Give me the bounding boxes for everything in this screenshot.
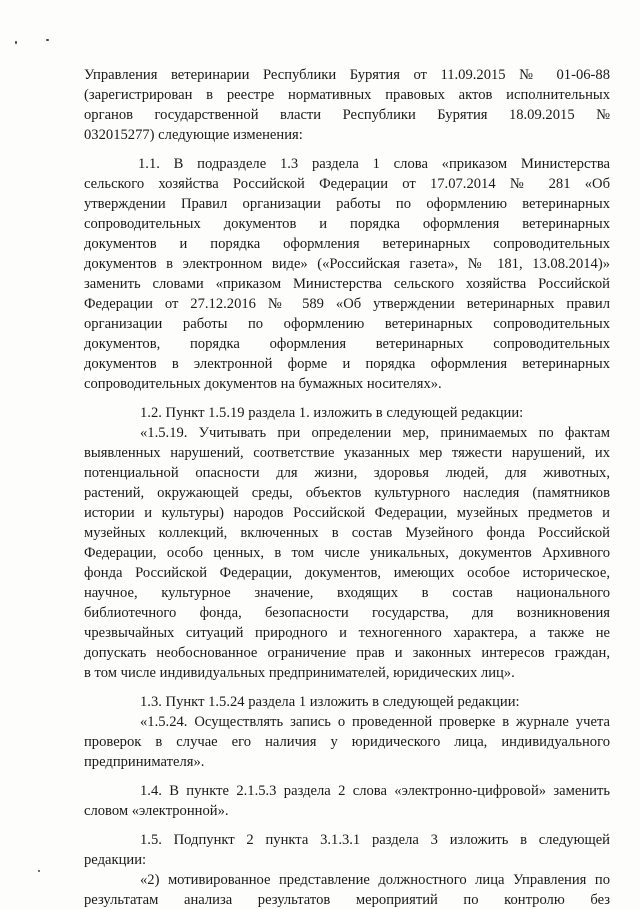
- text-line: результатам анализа результатов мероприятий по контролю без: [84, 892, 610, 908]
- text-line: Управления ветеринарии Республики Бурятия от 11.09.2015 № 01-06-88: [84, 67, 610, 83]
- text-line: «2) мотивированное представление должностного лица Управления по: [140, 872, 610, 888]
- text-line: сопроводительных документов на бумажных носителях».: [84, 376, 442, 392]
- text-line: органов государственной власти Республики Бурятия 18.09.2015 №: [84, 107, 610, 123]
- text-line: (зарегистрирован в реестре нормативных правовых актов исполнительных: [84, 87, 610, 103]
- text-line: в том числе индивидуальных предпринимателей, юридических лиц».: [84, 665, 515, 681]
- text-line: чрезвычайных ситуаций природного и техногенного характера, а также не: [84, 625, 610, 641]
- text-line: допускать необоснованное ограничение прав и законных интересов граждан,: [84, 645, 610, 661]
- text-line: проверок в случае его наличия у юридического лица, индивидуального: [84, 734, 610, 750]
- text-line: фонда Российской Федерации, документов, имеющих особое историческое,: [84, 565, 610, 581]
- text-line: Федерации, особо ценных, в том числе уникальных, документов Архивного: [84, 545, 610, 561]
- text-line: истории и культуры) народов Российской Федерации, музейных предметов и: [84, 505, 610, 521]
- text-line: организации работы по оформлению ветеринарных сопроводительных: [84, 316, 610, 332]
- text-line: утверждении Правил организации работы по оформлению ветеринарных: [84, 196, 610, 212]
- text-line: музейных коллекций, включенных в состав Музейного фонда Российской: [84, 525, 610, 541]
- text-line: «1.5.19. Учитывать при определении мер, принимаемых по фактам: [140, 425, 610, 441]
- text-line: документов в электронном виде» («Российская газета», № 181, 13.08.2014)»: [84, 256, 610, 272]
- text-line: сопроводительных документов и порядка оформления ветеринарных: [84, 216, 610, 232]
- text-line: потенциальной опасности для жизни, здоровья людей, для животных,: [84, 465, 610, 481]
- text-line: 1.3. Пункт 1.5.24 раздела 1 изложить в следующей редакции:: [140, 694, 520, 710]
- text-line: документов и порядка оформления ветеринарных сопроводительных: [84, 236, 610, 252]
- text-line: научное, культурное значение, входящих в состав национального: [84, 585, 610, 601]
- scan-mark-left: [15, 41, 17, 44]
- text-line: сельского хозяйства Российской Федерации от 17.07.2014 № 281 «Об: [84, 176, 610, 192]
- text-line: 1.1. В подразделе 1.3 раздела 1 слова «приказом Министерства: [138, 156, 610, 172]
- text-line: выявленных нарушений, соответствие указанных мер тяжести нарушений, их: [84, 445, 610, 461]
- text-line: предпринимателя».: [84, 754, 205, 770]
- text-line: словом «электронной».: [84, 803, 229, 819]
- text-line: 1.4. В пункте 2.1.5.3 раздела 2 слова «электронно-цифровой» заменить: [140, 783, 610, 799]
- text-line: документов в электронной форме и порядка оформления ветеринарных: [84, 356, 610, 372]
- text-line: 1.2. Пункт 1.5.19 раздела 1. изложить в следующей редакции:: [140, 405, 524, 421]
- text-line: документов, порядка оформления ветеринарных сопроводительных: [84, 336, 610, 352]
- text-line: растений, окружающей среды, объектов культурного наследия (памятников: [84, 485, 610, 501]
- text-line: заменить словами «приказом Министерства сельского хозяйства Российской: [84, 276, 610, 292]
- text-line: «1.5.24. Осуществлять запись о проведенной проверке в журнале учета: [140, 714, 610, 730]
- scan-mark-right: [46, 39, 49, 41]
- text-line: 1.5. Подпункт 2 пункта 3.1.3.1 раздела 3 изложить в следующей: [140, 832, 610, 848]
- text-line: редакции:: [84, 852, 147, 868]
- text-line: 032015277) следующие изменения:: [84, 127, 303, 143]
- text-line: Федерации от 27.12.2016 № 589 «Об утверждении ветеринарных правил: [84, 296, 610, 312]
- scan-mark-bottom: [38, 870, 40, 872]
- text-line: библиотечного фонда, безопасности государства, для возникновения: [84, 605, 610, 621]
